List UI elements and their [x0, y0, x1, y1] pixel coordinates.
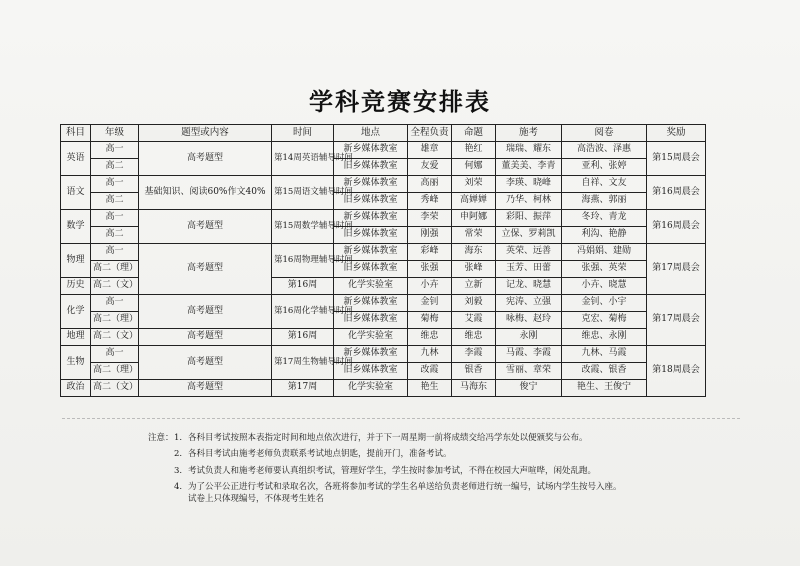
setter-cell: 马海东: [452, 380, 496, 397]
page-title: 学科竞赛安排表: [309, 87, 491, 116]
grade-cell: 高二（文）: [91, 329, 139, 346]
subject-cell: 地理: [61, 329, 91, 346]
note-text: 为了公平公正进行考试和录取名次，各班将参加考试的学生名单送给负责老师进行统一编号，试场内学生按号入座。: [188, 481, 622, 492]
subject-cell: 数学: [61, 210, 91, 244]
note-item: [148, 481, 748, 493]
proctor-cell: 玉芳、田蕾: [496, 261, 562, 278]
column-header: 时间: [272, 125, 334, 142]
supervisor-cell: 金钊: [408, 295, 452, 312]
grader-cell: 艳生、王俊宁: [562, 380, 647, 397]
table-row: [61, 142, 706, 159]
supervisor-cell: 小卉: [408, 278, 452, 295]
column-header: 奖励: [647, 125, 706, 142]
location-cell: 旧乡媒体教室: [334, 261, 408, 278]
supervisor-cell: 维忠: [408, 329, 452, 346]
table-row: [61, 329, 706, 346]
setter-cell: 高婵婵: [452, 193, 496, 210]
proctor-cell: 乃华、柯林: [496, 193, 562, 210]
setter-cell: 刘毅: [452, 295, 496, 312]
grader-cell: 改霞、银香: [562, 363, 647, 380]
subject-cell: 英语: [61, 142, 91, 176]
content-cell: 高考题型: [139, 346, 272, 380]
proctor-cell: 雪丽、章荣: [496, 363, 562, 380]
location-cell: 新乡媒体教室: [334, 295, 408, 312]
grader-cell: 小卉、晓慧: [562, 278, 647, 295]
note-text: 各科目考试按照本表指定时间和地点依次进行，并于下一周星期一前将成绩交给冯学东处以便颁奖与公布。: [188, 433, 588, 443]
notes-section: [148, 432, 748, 506]
note-item: [148, 432, 748, 444]
award-cell: 第18周晨会: [647, 346, 706, 397]
grader-cell: 维忠、永刚: [562, 329, 647, 346]
note-number: 3.: [174, 465, 183, 476]
time-cell: 第16周: [272, 329, 334, 346]
award-cell: 第16周晨会: [647, 176, 706, 210]
divider: [62, 418, 740, 419]
setter-cell: 维忠: [452, 329, 496, 346]
subject-cell: 生物: [61, 346, 91, 380]
note-number: 2.: [174, 449, 183, 460]
table-row: [61, 346, 706, 363]
content-cell: 高考题型: [139, 329, 272, 346]
grade-cell: 高二: [91, 227, 139, 244]
location-cell: 化学实验室: [334, 278, 408, 295]
subject-cell: 政治: [61, 380, 91, 397]
setter-cell: 刘荣: [452, 176, 496, 193]
location-cell: 新乡媒体教室: [334, 244, 408, 261]
note-continuation: 试卷上只体现编号，不体现考生姓名: [188, 494, 325, 505]
time-cell: 第16周: [272, 278, 334, 295]
setter-cell: 张峰: [452, 261, 496, 278]
grader-cell: 自祥、文友: [562, 176, 647, 193]
content-cell: 高考题型: [139, 210, 272, 244]
column-header: 施考: [496, 125, 562, 142]
grader-cell: 冬玲、青龙: [562, 210, 647, 227]
proctor-cell: 宪涛、立强: [496, 295, 562, 312]
note-number: 4.: [174, 481, 183, 492]
grader-cell: 亚利、张婷: [562, 159, 647, 176]
grader-cell: 克宏、菊梅: [562, 312, 647, 329]
location-cell: 旧乡媒体教室: [334, 193, 408, 210]
grade-cell: 高二（理）: [91, 363, 139, 380]
column-header: 题型或内容: [139, 125, 272, 142]
grade-cell: 高二: [91, 193, 139, 210]
column-header: 阅卷: [562, 125, 647, 142]
content-cell: 高考题型: [139, 380, 272, 397]
time-cell: 第16周化学辅导时间: [272, 295, 334, 329]
supervisor-cell: 九林: [408, 346, 452, 363]
proctor-cell: 李瑛、晓峰: [496, 176, 562, 193]
time-cell: 第17周生物辅导时间: [272, 346, 334, 380]
grade-cell: 高二（文）: [91, 380, 139, 397]
grade-cell: 高一: [91, 295, 139, 312]
proctor-cell: 永刚: [496, 329, 562, 346]
setter-cell: 何娜: [452, 159, 496, 176]
proctor-cell: 马霞、李霞: [496, 346, 562, 363]
proctor-cell: 英荣、远善: [496, 244, 562, 261]
supervisor-cell: 彩峰: [408, 244, 452, 261]
grader-cell: 海燕、郭丽: [562, 193, 647, 210]
grade-cell: 高一: [91, 244, 139, 261]
supervisor-cell: 李荣: [408, 210, 452, 227]
column-header: 地点: [334, 125, 408, 142]
location-cell: 新乡媒体教室: [334, 142, 408, 159]
supervisor-cell: 秀峰: [408, 193, 452, 210]
proctor-cell: 董美美、李青: [496, 159, 562, 176]
schedule-table: [60, 124, 706, 397]
time-cell: 第16周物理辅导时间: [272, 244, 334, 278]
supervisor-cell: 菊梅: [408, 312, 452, 329]
setter-cell: 艾霞: [452, 312, 496, 329]
note-text: 考试负责人和施考老师要认真组织考试，管理好学生，学生按时参加考试，不得在校园大声喧哗，闲处乱跑。: [188, 465, 597, 476]
grade-cell: 高一: [91, 210, 139, 227]
proctor-cell: 咏梅、赵玲: [496, 312, 562, 329]
proctor-cell: 瑞瑞、耀东: [496, 142, 562, 159]
time-cell: 第17周: [272, 380, 334, 397]
grade-cell: 高二（文）: [91, 278, 139, 295]
subject-cell: 语文: [61, 176, 91, 210]
proctor-cell: 立保、罗莉凯: [496, 227, 562, 244]
content-cell: 高考题型: [139, 244, 272, 295]
grade-cell: 高二: [91, 159, 139, 176]
grader-cell: 金钊、小宇: [562, 295, 647, 312]
note-item: [148, 448, 748, 460]
column-header: 全程负责: [408, 125, 452, 142]
location-cell: 新乡媒体教室: [334, 210, 408, 227]
proctor-cell: 俊宁: [496, 380, 562, 397]
table-row: [61, 295, 706, 312]
grader-cell: 九林、马霞: [562, 346, 647, 363]
grader-cell: 高浩波、泽惠: [562, 142, 647, 159]
time-cell: 第15周数学辅导时间: [272, 210, 334, 244]
time-cell: 第14周英语辅导时间: [272, 142, 334, 176]
supervisor-cell: 张强: [408, 261, 452, 278]
setter-cell: 申阿娜: [452, 210, 496, 227]
grade-cell: 高一: [91, 142, 139, 159]
setter-cell: 常荣: [452, 227, 496, 244]
table-row: [61, 210, 706, 227]
grader-cell: 冯娟娟、建勋: [562, 244, 647, 261]
note-item: [148, 465, 748, 477]
content-cell: 高考题型: [139, 142, 272, 176]
subject-cell: 历史: [61, 278, 91, 295]
column-header: 命题: [452, 125, 496, 142]
proctor-cell: 记龙、晓慧: [496, 278, 562, 295]
table-row: [61, 244, 706, 261]
proctor-cell: 彩阳、振萍: [496, 210, 562, 227]
location-cell: 新乡媒体教室: [334, 176, 408, 193]
supervisor-cell: 刚强: [408, 227, 452, 244]
grader-cell: 利沟、艳静: [562, 227, 647, 244]
location-cell: 新乡媒体教室: [334, 346, 408, 363]
setter-cell: 李霞: [452, 346, 496, 363]
grade-cell: 高一: [91, 346, 139, 363]
note-text: 各科目考试由施考老师负责联系考试地点钥匙，提前开门，准备考试。: [188, 449, 452, 460]
location-cell: 化学实验室: [334, 329, 408, 346]
award-cell: 第15周晨会: [647, 142, 706, 176]
award-cell: 第17周晨会: [647, 295, 706, 346]
table-header-row: [61, 125, 706, 142]
location-cell: 旧乡媒体教室: [334, 159, 408, 176]
location-cell: 旧乡媒体教室: [334, 363, 408, 380]
table-row: [61, 380, 706, 397]
award-cell: 第17周晨会: [647, 244, 706, 295]
supervisor-cell: 艳生: [408, 380, 452, 397]
time-cell: 第15周语文辅导时间: [272, 176, 334, 210]
subject-cell: 物理: [61, 244, 91, 278]
table-row: [61, 176, 706, 193]
grade-cell: 高二（理）: [91, 261, 139, 278]
supervisor-cell: 高丽: [408, 176, 452, 193]
grader-cell: 张强、英荣: [562, 261, 647, 278]
note-number: 1.: [174, 433, 183, 443]
setter-cell: 立新: [452, 278, 496, 295]
column-header: 科目: [61, 125, 91, 142]
supervisor-cell: 改霞: [408, 363, 452, 380]
subject-cell: 化学: [61, 295, 91, 329]
location-cell: 旧乡媒体教室: [334, 312, 408, 329]
setter-cell: 海东: [452, 244, 496, 261]
grade-cell: 高二（理）: [91, 312, 139, 329]
setter-cell: 银香: [452, 363, 496, 380]
content-cell: 基础知识、阅读60%作文40%: [139, 176, 272, 210]
notes-heading: 注意：: [148, 433, 174, 443]
setter-cell: 艳红: [452, 142, 496, 159]
grade-cell: 高一: [91, 176, 139, 193]
column-header: 年级: [91, 125, 139, 142]
location-cell: 化学实验室: [334, 380, 408, 397]
location-cell: 旧乡媒体教室: [334, 227, 408, 244]
award-cell: 第16周晨会: [647, 210, 706, 244]
supervisor-cell: 雄章: [408, 142, 452, 159]
supervisor-cell: 友爱: [408, 159, 452, 176]
content-cell: 高考题型: [139, 295, 272, 329]
